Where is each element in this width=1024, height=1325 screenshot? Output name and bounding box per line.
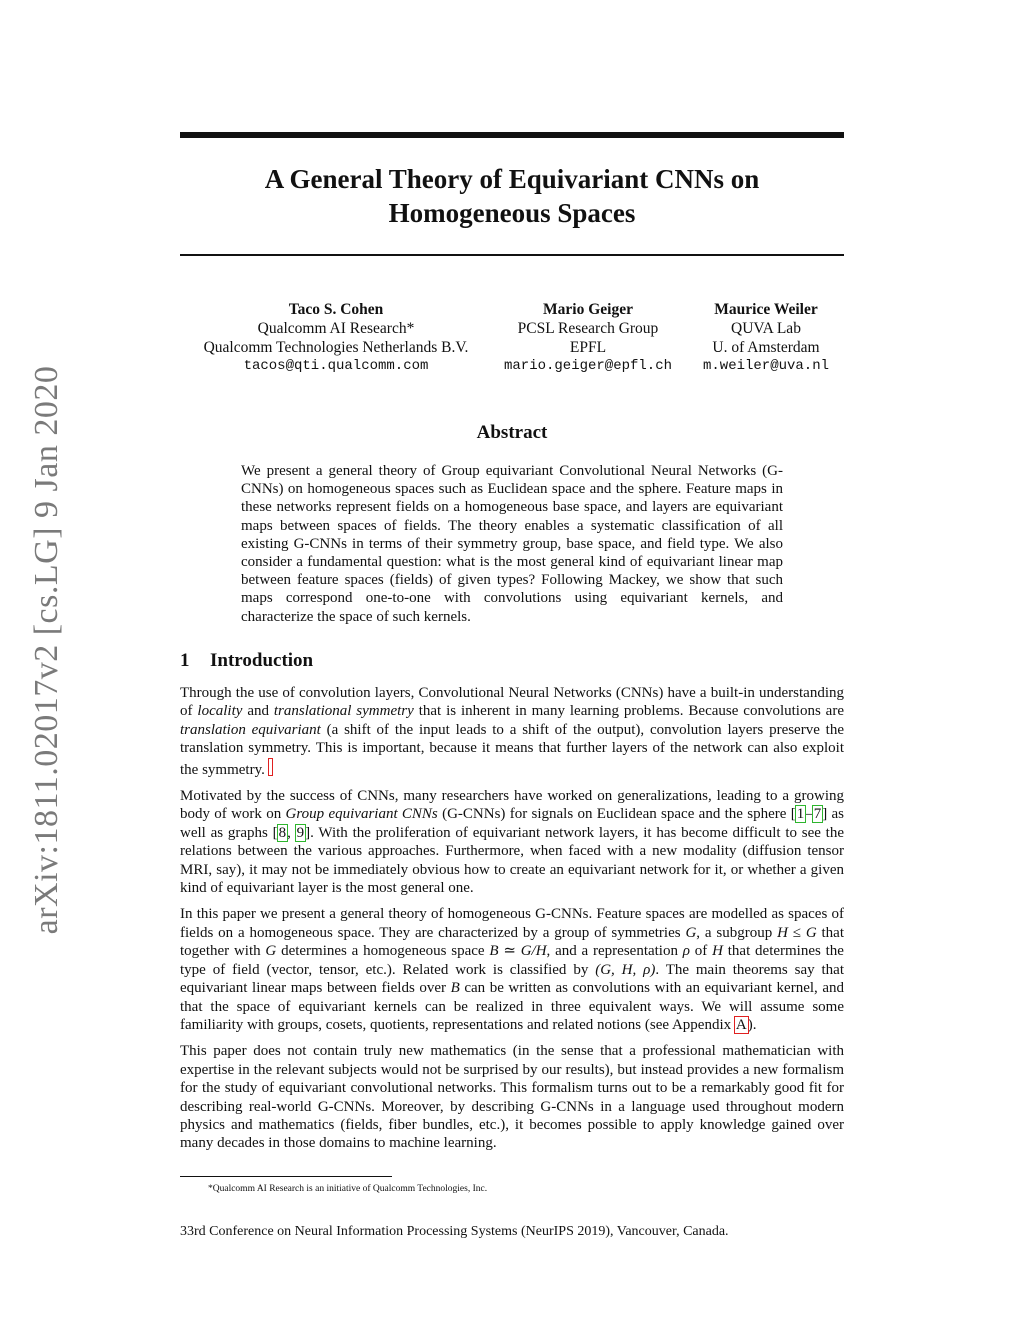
emphasis: locality [197,703,243,720]
footnote: *Qualcomm AI Research is an initiative of Qualcomm Technologies, Inc. [208,1184,488,1194]
math: B ≃ G/H [489,943,547,960]
text-run: . The main theorems say that equivariant linear maps between fields over [180,961,844,997]
text-run: that determines the type of field (vector, tensor, etc.). Related work is classified by [180,943,844,978]
author-cohen [180,300,492,376]
author-affiliation: EPFL [569,339,607,356]
paragraph-4: This paper does not contain truly new mathematics (in the sense that a professional mathematician with expertise in the relevant subjects would not be surprised by our results), but instead provides a new formalism for the study of equivariant convolutional networks. This formalism turns out to be a remarkably good fit for describing real-world G-CNNs. Moreover, by describing G-CNNs in a language used throughout modern physics and mathematics (fields, fiber bundles, etc.), it becomes possible to apply knowledge gained over many decades in those domains to machine learning. [180,1043,844,1152]
text-run: – [805,806,813,823]
text-run: that is inherent in many learning problems. Because convolutions are [413,703,844,720]
appendix-link[interactable]: A [735,1016,747,1033]
citation-link[interactable]: 1 [796,806,805,823]
text-run: In this paper we present a general theory of homogeneous G-CNNs. Feature spaces are modelled as spaces of fields on a homogeneous space. They are characterized by a group of symmetries [180,906,844,941]
paragraph-3 [180,905,844,1034]
text-run: ). [747,1016,757,1033]
emphasis: translation equivariant [180,721,321,738]
author-email[interactable]: mario.geiger@epfl.ch [503,358,673,374]
text-run: (G-CNNs) for signals on Euclidean space and the sphere [ [437,806,796,823]
arxiv-stamp-text: arXiv:1811.02017v2 [cs.LG] 9 Jan 2020 [28,365,65,935]
text-run: ]. With the proliferation of equivariant network layers, it has become difficult to see the relations between the various approaches. Furthermore, when faced with a new modality (diffusion tensor MRI, say), it may not be immediately obvious how to create an equivariant network for it, or whether a given kind of equivariant layer is the most general one. [180,824,845,897]
footnote-link[interactable] [268,758,273,776]
author-name: Taco S. Cohen [288,301,384,318]
text-run: Motivated by the success of CNNs, many researchers have worked on generalizations, leading to a growing body of work on [180,788,844,823]
citation-link[interactable]: 9 [296,824,305,841]
math: H ≤ G [777,924,817,941]
math: ρ [682,943,690,960]
title-line-2: Homogeneous Spaces [388,198,636,228]
paper-title [180,162,844,230]
emphasis: translational symmetry [273,703,414,720]
title-bottom-rule [180,254,844,256]
text-run: determines a homogeneous space [276,943,490,960]
section-heading [180,650,313,672]
author-block [180,300,844,380]
text-run: can be written as convolutions with an equivariant kernel, and that the space of equivariant kernels can be realized in three equivalent ways. We will assume some familiarity with groups, cosets, quotients, representations and related notions (see Appendix [180,980,844,1033]
author-affiliation: QUVA Lab [731,320,801,337]
math: G [265,943,277,960]
author-email[interactable]: m.weiler@uva.nl [702,358,830,374]
math: G [685,924,697,941]
author-name: Mario Geiger [543,301,633,318]
math: H [712,943,723,960]
venue-note: 33rd Conference on Neural Information Processing Systems (NeurIPS 2019), Vancouver, Canada. [180,1224,729,1239]
math: B [450,980,460,997]
text-run: , a subgroup [696,924,778,941]
author-affiliation: U. of Amsterdam [712,339,820,356]
text-run: that together with [180,924,844,960]
author-email[interactable]: tacos@qti.qualcomm.com [243,358,429,374]
emphasis: Group equivariant CNNs [285,806,438,823]
section-number: 1 [180,650,190,671]
text-run: and [242,703,274,720]
title-line-1: A General Theory of Equivariant CNNs on [264,164,760,194]
author-affiliation: Qualcomm Technologies Netherlands B.V. [203,339,469,356]
abstract-text: We present a general theory of Group equivariant Convolutional Neural Networks (G-CNNs) on homogeneous spaces such as Euclidean space and the sphere. Feature maps in these networks represent fields on a homogeneous base space, and layers are equivariant maps between spaces of fields. The theory enables a systematic classification of all existing G-CNNs in terms of their symmetry group, base space, and field type. We also consider a fundamental question: what is the most general kind of equivariant linear map between feature spaces (fields) of given types? Following Mackey, we show that such maps correspond one-to-one with convolutions using equivariant kernels, and characterize the space of such kernels. [241,463,783,625]
author-geiger [496,300,680,376]
footnote-rule [180,1176,392,1177]
text-run: (a shift of the input leads to a shift of the output), convolution layers preserve the translation symmetry. This is important, because it means that further layers of the network can also exploit the symmetry. [180,721,845,778]
author-weiler [688,300,844,376]
abstract-heading: Abstract [476,422,548,443]
title-top-rule [180,132,844,138]
paragraph-2 [180,787,844,897]
math: (G, H, ρ) [595,961,656,978]
citation-link[interactable]: 7 [813,806,822,823]
author-affiliation: PCSL Research Group [517,320,659,337]
text-run: of [689,943,713,960]
text-run: Through the use of convolution layers, Convolutional Neural Networks (CNNs) have a built-in understanding of [180,685,844,720]
text-run: ] as well as graphs [ [180,806,845,841]
author-affiliation: Qualcomm AI Research* [257,320,415,337]
body-text [180,684,844,1161]
text-run: , [287,824,296,841]
section-title: Introduction [210,650,314,671]
paragraph-1 [180,684,844,779]
text-run: , and a representation [546,943,683,960]
author-name: Maurice Weiler [714,301,818,318]
citation-link[interactable]: 8 [278,824,287,841]
